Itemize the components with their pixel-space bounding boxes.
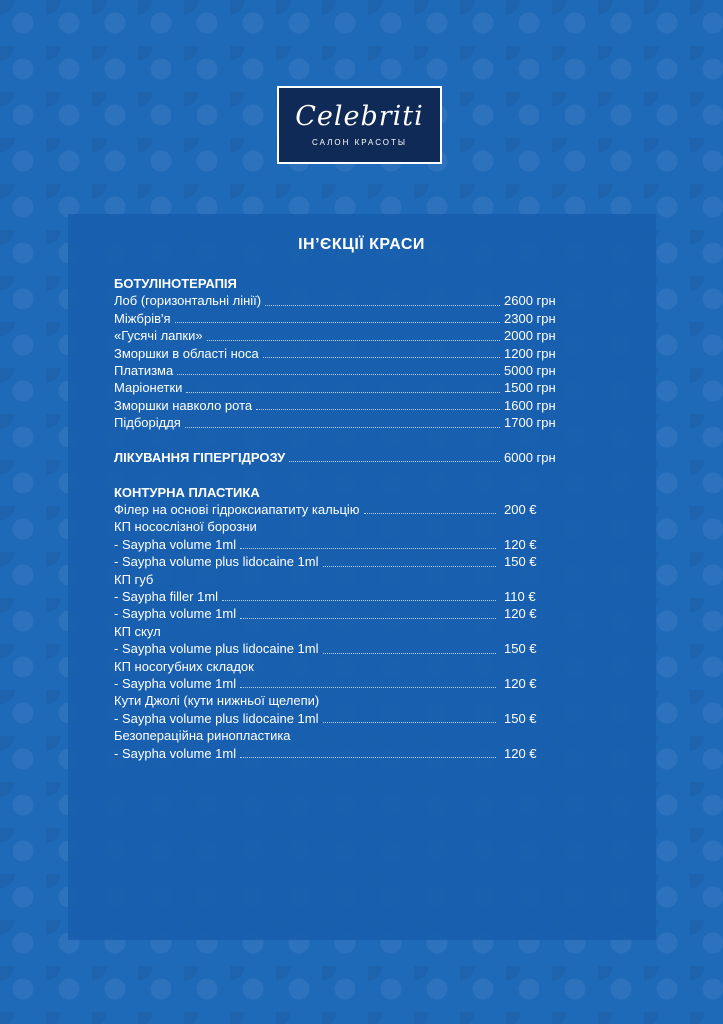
- subsection-label: Безопераційна ринопластика: [114, 728, 291, 744]
- price-row: Підборіддя 1700 грн: [114, 415, 556, 431]
- price-row: - Saypha volume 1ml 120 €: [114, 745, 537, 761]
- dot-leader: [240, 686, 496, 688]
- subsection-label: Кути Джолі (кути нижньої щелепи): [114, 693, 320, 709]
- price-row: - Saypha filler 1ml 110 €: [114, 589, 536, 605]
- dot-leader: [175, 321, 500, 323]
- price-row: Лоб (горизонтальні лінії) 2600 грн: [114, 293, 556, 309]
- dot-leader: [323, 721, 497, 723]
- price-list: [114, 275, 570, 762]
- price-row: Філер на основі гідроксиапатиту кальцію 200 €: [114, 502, 537, 518]
- dot-leader: [186, 391, 500, 393]
- dot-leader: [364, 512, 496, 514]
- subsection-label: КП скул: [114, 623, 161, 639]
- subsection-label: КП носогубних складок: [114, 658, 254, 674]
- price-row: «Гусячі лапки» 2000 грн: [114, 328, 556, 344]
- subsection-label: КП губ: [114, 571, 154, 587]
- logo-subtitle: САЛОН КРАСОТЫ: [312, 138, 407, 147]
- price-row: Зморшки в області носа 1200 грн: [114, 345, 556, 361]
- price-row: Міжбрів'я 2300 грн: [114, 310, 556, 326]
- dot-leader: [177, 373, 500, 375]
- dot-leader: [323, 652, 497, 654]
- price-row: Маріонетки 1500 грн: [114, 380, 556, 396]
- price-row: Зморшки навколо рота 1600 грн: [114, 397, 556, 413]
- section-heading: КОНТУРНА ПЛАСТИКА: [114, 484, 260, 500]
- dot-leader: [256, 408, 500, 410]
- dot-leader: [222, 599, 496, 601]
- dot-leader: [323, 565, 497, 567]
- page-title: ІН’ЄКЦІЇ КРАСИ: [298, 236, 425, 253]
- dot-leader: [240, 547, 496, 549]
- price-row: - Saypha volume 1ml 120 €: [114, 675, 537, 691]
- subsection-label: КП носослізної борозни: [114, 519, 257, 535]
- dot-leader: [263, 356, 500, 358]
- price-row: - Saypha volume plus lidocaine 1ml 150 €: [114, 554, 537, 570]
- dot-leader: [185, 426, 500, 428]
- dot-leader: [240, 617, 496, 619]
- price-row: - Saypha volume 1ml 120 €: [114, 536, 537, 552]
- dot-leader: [240, 756, 496, 758]
- section-heading: БОТУЛІНОТЕРАПІЯ: [114, 276, 237, 291]
- brand-logo: [277, 86, 442, 164]
- section-heading: ЛІКУВАННЯ ГІПЕРГІДРОЗУ 6000 грн: [114, 449, 556, 465]
- price-row: - Saypha volume plus lidocaine 1ml 150 €: [114, 710, 537, 726]
- price-row: Платизма 5000 грн: [114, 362, 556, 378]
- dot-leader: [265, 304, 500, 306]
- dot-leader: [207, 339, 500, 341]
- dot-leader: [289, 460, 500, 462]
- logo-wordmark: Celebriti: [295, 101, 424, 132]
- price-row: - Saypha volume plus lidocaine 1ml 150 €: [114, 641, 537, 657]
- price-row: - Saypha volume 1ml 120 €: [114, 606, 537, 622]
